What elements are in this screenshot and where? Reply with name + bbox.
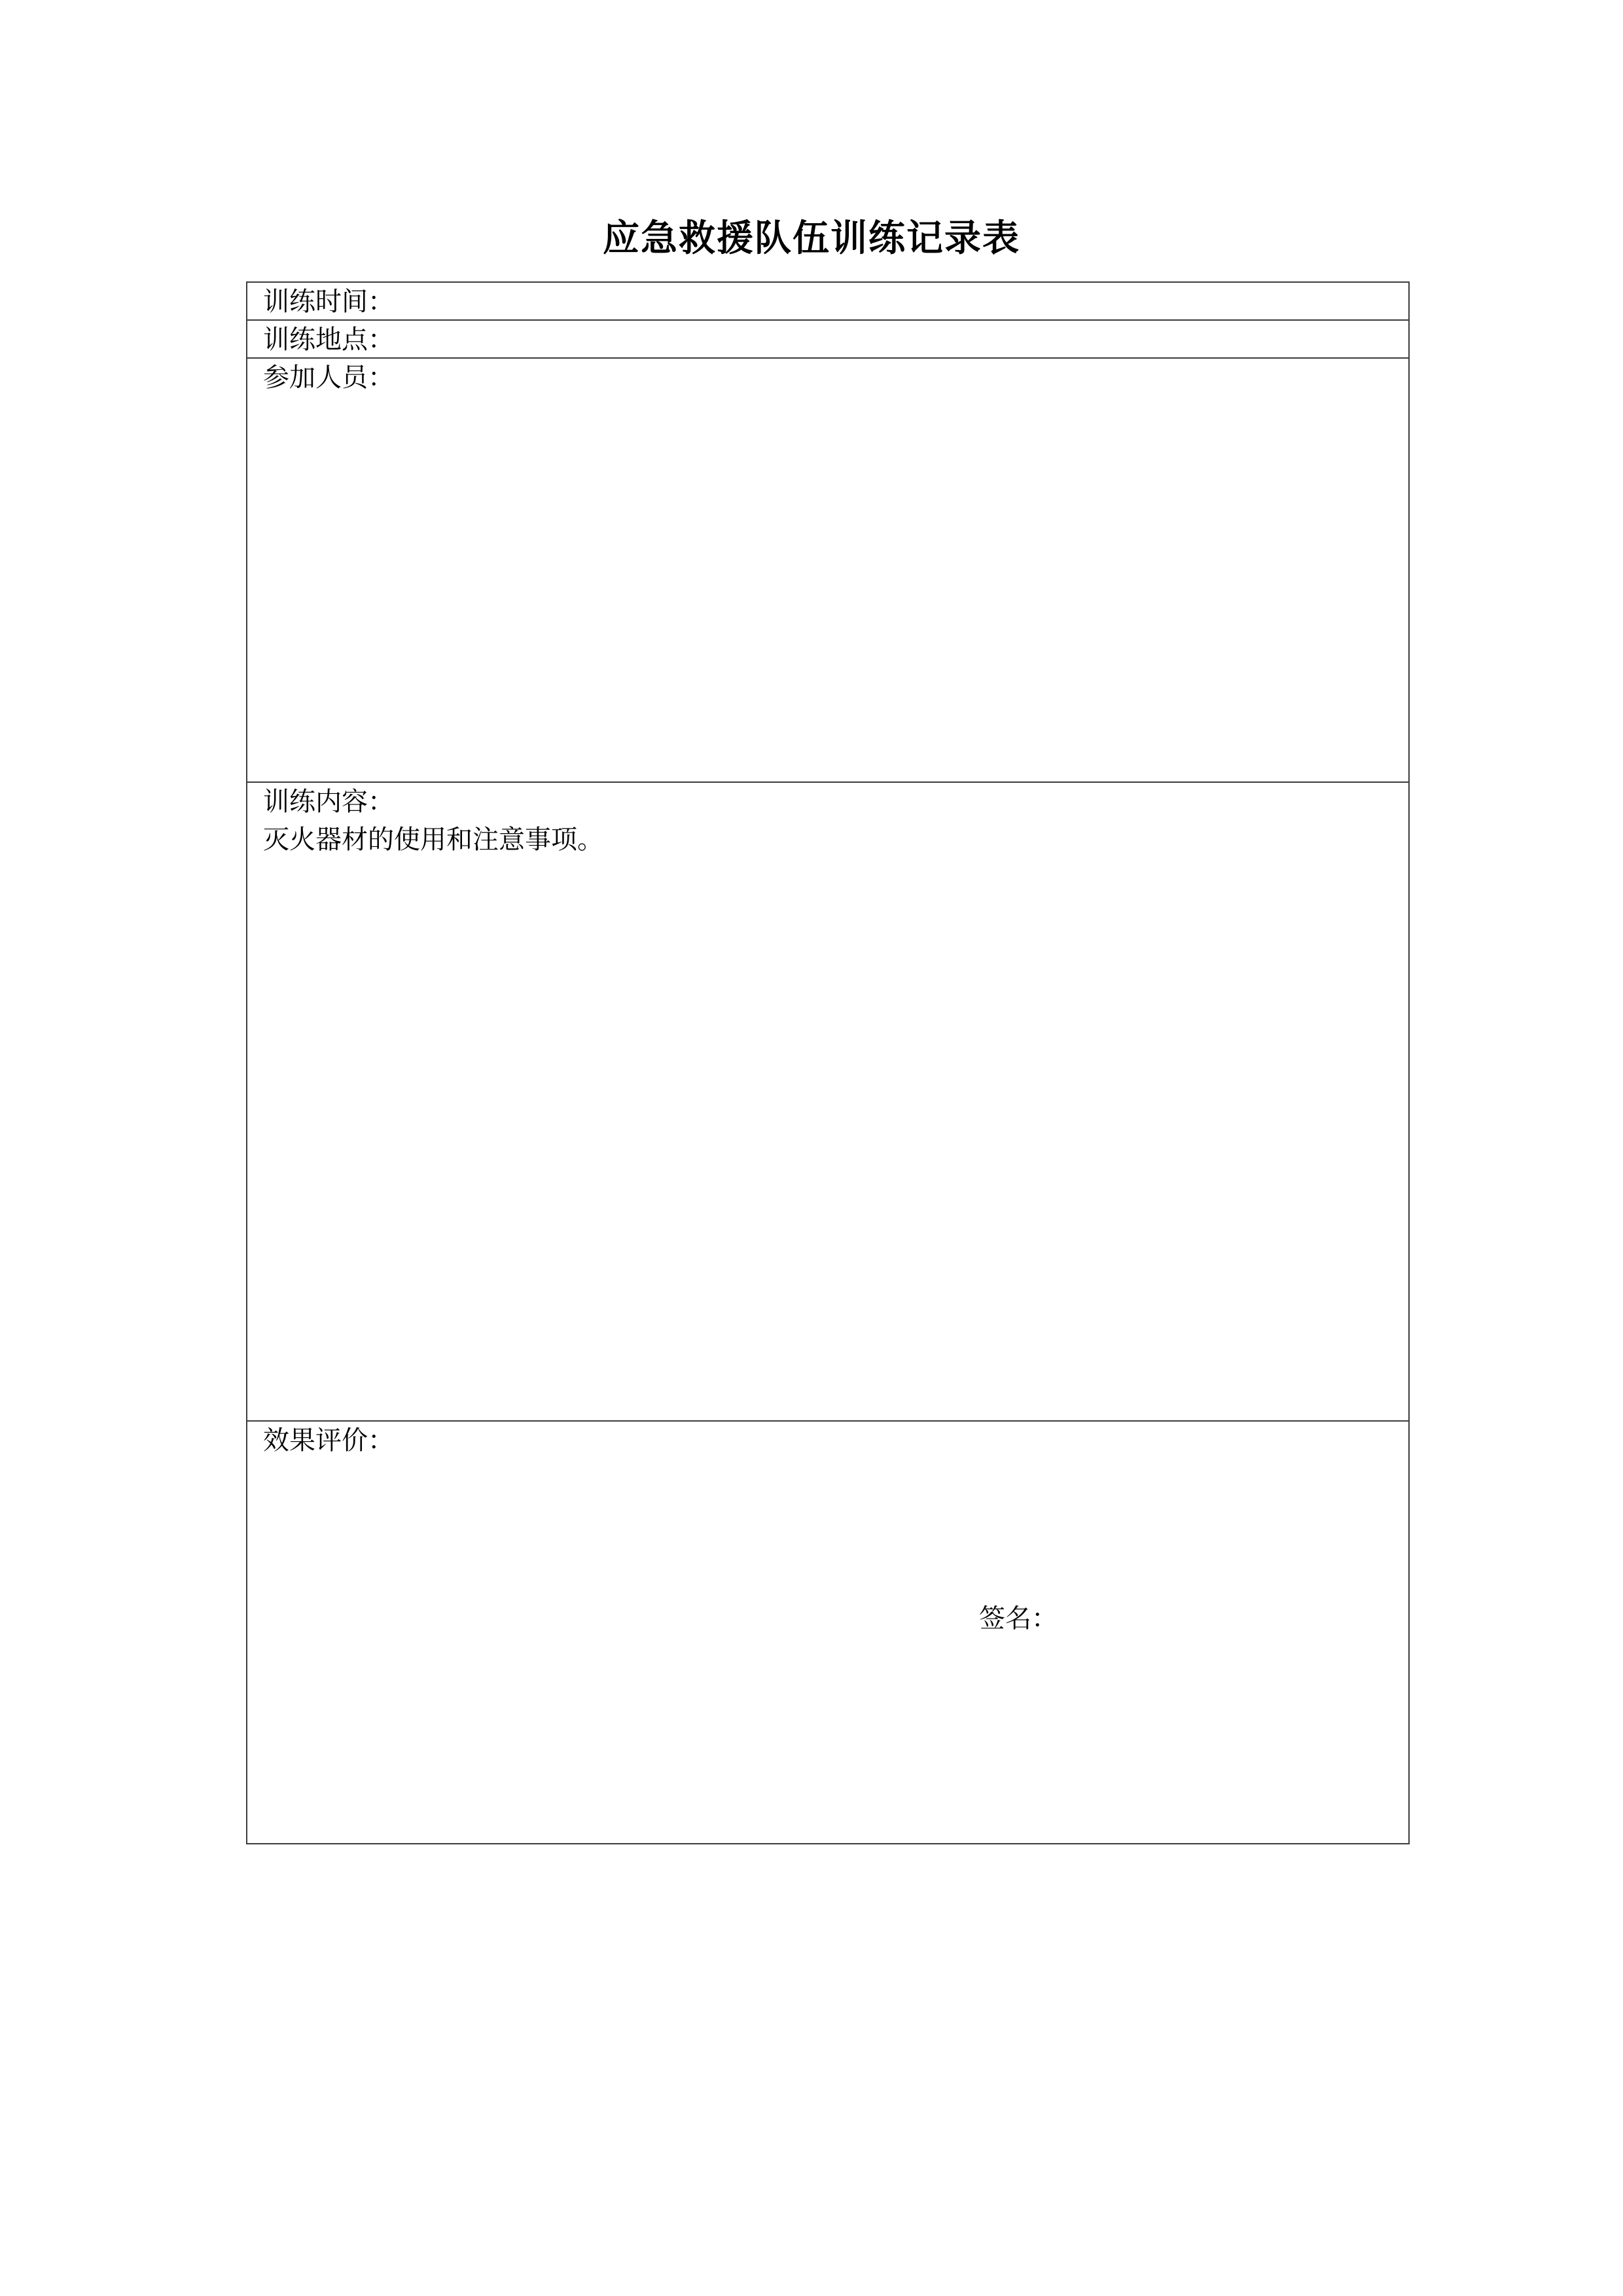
training-content-text: 灭火器材的使用和注意事项。 bbox=[263, 825, 603, 855]
training-record-table bbox=[246, 281, 1410, 1844]
participants-row[interactable] bbox=[247, 359, 1408, 783]
evaluation-label: 效果评价： bbox=[263, 1426, 394, 1456]
training-time-label: 训练时间： bbox=[263, 287, 394, 317]
page-title: 应急救援队伍训练记录表 bbox=[603, 217, 1020, 260]
training-content-row[interactable] bbox=[247, 783, 1408, 1422]
training-content-label: 训练内容： bbox=[263, 787, 394, 817]
evaluation-row[interactable] bbox=[247, 1422, 1408, 1844]
training-time-row[interactable] bbox=[247, 283, 1408, 321]
signature-label: 签名： bbox=[979, 1604, 1058, 1634]
training-place-label: 训练地点： bbox=[263, 325, 394, 355]
participants-label: 参加人员： bbox=[263, 363, 394, 393]
training-place-row[interactable] bbox=[247, 321, 1408, 359]
